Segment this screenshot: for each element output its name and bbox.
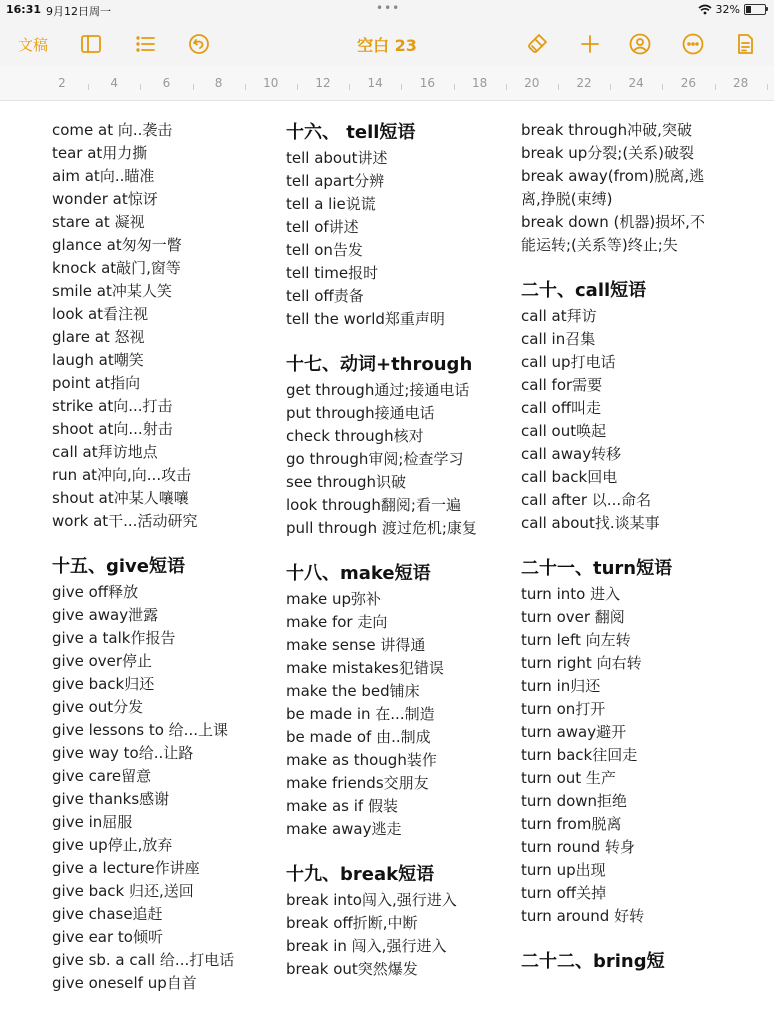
ruler[interactable] [0, 66, 774, 101]
phrase-line: break off折断,中断 [286, 914, 418, 932]
phrase-line: call out唤起 [521, 422, 607, 440]
insert-button[interactable] [578, 32, 602, 56]
ruler-tick [454, 84, 455, 90]
phrase-line: call at拜访地点 [52, 443, 158, 461]
phrase-line: smile at冲某人笑 [52, 282, 172, 300]
phrase-line: tell the world郑重声明 [286, 310, 445, 328]
phrase-line: strike at向...打击 [52, 397, 173, 415]
document-body[interactable] [0, 101, 774, 1024]
list-view-button[interactable] [134, 32, 158, 56]
sidebar-button[interactable] [79, 32, 103, 56]
phrase-line: go through审阅;检查学习 [286, 450, 464, 468]
phrase-line: give in屈服 [52, 813, 133, 831]
format-button[interactable] [525, 32, 549, 56]
ruler-number: 10 [263, 76, 279, 90]
section-heading: 十六、 tell短语 [286, 122, 416, 143]
phrase-line: get through通过;接通电话 [286, 381, 470, 399]
ruler-tick [558, 84, 559, 90]
column-1 [52, 119, 277, 995]
more-icon [681, 32, 705, 56]
document-icon [733, 32, 757, 56]
phrase-line: work at干...活动研究 [52, 512, 198, 530]
document-title-text[interactable]: 空白 23 [357, 35, 417, 55]
section-heading: 二十二、bring短 [521, 951, 665, 972]
phrase-line: check through核对 [286, 427, 424, 445]
phrase-line: give over停止 [52, 652, 153, 670]
ruler-number: 28 [732, 76, 749, 90]
ruler-tick [715, 84, 716, 90]
ruler-tick [506, 84, 507, 90]
phrase-line: call away转移 [521, 445, 622, 463]
phrase-line: turn back往回走 [521, 746, 638, 764]
phrase-line: break in 闯入,强行进入 [286, 937, 447, 955]
phrase-line: tell a lie说谎 [286, 195, 376, 213]
phrase-line: turn over 翻阅 [521, 608, 625, 626]
phrase-line: turn on打开 [521, 700, 606, 718]
documents-back-label: 文稿 [18, 35, 49, 54]
phrase-line: turn left 向左转 [521, 631, 631, 649]
phrase-line: give chase追赶 [52, 905, 163, 923]
phrase-line: give way to给..让路 [52, 744, 194, 762]
multitasking-dots-icon[interactable]: ••• [376, 1, 401, 15]
ruler-number: 16 [419, 76, 436, 90]
documents-back-button[interactable] [18, 32, 48, 56]
phrase-line: 离,挣脱(束缚) [521, 190, 613, 208]
phrase-line: give a talk作报告 [52, 629, 176, 647]
phrase-line: break up分裂;(关系)破裂 [521, 144, 695, 162]
section-heading: 十八、make短语 [286, 563, 431, 584]
phrase-line: wonder at惊讶 [52, 190, 158, 208]
ruler-number: 20 [524, 76, 540, 90]
ruler-tick [767, 84, 768, 90]
phrase-line: turn down拒绝 [521, 792, 628, 810]
phrase-line: tell on告发 [286, 241, 363, 259]
phrase-line: make up弥补 [286, 590, 381, 608]
phrase-line: turn off关掉 [521, 884, 607, 902]
phrase-line: tear at用力撕 [52, 144, 148, 162]
document-options-button[interactable] [733, 32, 757, 56]
collaborate-button[interactable] [628, 32, 652, 56]
phrase-line: make for 走向 [286, 613, 388, 631]
column-3 [521, 119, 761, 976]
ruler-number: 12 [315, 76, 331, 90]
phrase-line: be made of 由..制成 [286, 728, 431, 746]
phrase-line: make sense 讲得通 [286, 636, 426, 654]
status-date: 9月12日周一 [46, 5, 111, 18]
phrase-line: break away(from)脱离,逃 [521, 167, 705, 185]
phrase-line: give oneself up自首 [52, 974, 197, 992]
phrase-line: shout at冲某人嚷嚷 [52, 489, 189, 507]
section-heading: 二十、call短语 [521, 280, 647, 301]
phrase-line: turn away避开 [521, 723, 627, 741]
phrase-line: make as though装作 [286, 751, 437, 769]
phrase-line: give back归还 [52, 675, 155, 693]
phrase-line: call about找.谈某事 [521, 514, 660, 532]
phrase-line: break down (机器)损坏,不 [521, 213, 705, 231]
column-2 [286, 119, 511, 981]
sidebar-icon [79, 32, 103, 56]
ruler-tick [88, 84, 89, 90]
ruler-tick [610, 84, 611, 90]
ruler-number: 18 [471, 76, 488, 90]
more-button[interactable] [681, 32, 705, 56]
phrase-line: shoot at向...射击 [52, 420, 173, 438]
phrase-line: give lessons to 给...上课 [52, 721, 228, 739]
phrase-line: give away泄露 [52, 606, 159, 624]
phrase-line: give sb. a call 给...打电话 [52, 951, 235, 969]
phrase-line: turn from脱离 [521, 815, 622, 833]
ruler-tick [140, 84, 141, 90]
list-icon [134, 32, 158, 56]
phrase-line: give off释放 [52, 583, 139, 601]
phrase-line: turn out 生产 [521, 769, 616, 787]
collaborate-icon [628, 32, 652, 56]
phrase-line: glance at匆匆一瞥 [52, 236, 182, 254]
phrase-line: turn up出现 [521, 861, 606, 879]
phrase-line: 能运转;(关系等)终止;失 [521, 236, 678, 254]
phrase-line: point at指向 [52, 374, 141, 392]
ruler-number: 26 [680, 76, 697, 90]
paintbrush-icon [525, 32, 549, 56]
phrase-line: call for需要 [521, 376, 603, 394]
phrase-line: tell apart分辨 [286, 172, 385, 190]
phrase-line: give ear to倾听 [52, 928, 163, 946]
battery-percent: 32% [715, 3, 740, 16]
phrase-line: call off叫走 [521, 399, 602, 417]
ruler-number: 6 [162, 76, 171, 90]
phrase-line: knock at敲门,窗等 [52, 259, 181, 277]
phrase-line: call after 以...命名 [521, 491, 652, 509]
phrase-line: make as if 假装 [286, 797, 398, 815]
phrase-line: see through识破 [286, 473, 406, 491]
phrase-line: turn round 转身 [521, 838, 635, 856]
document-title [0, 32, 774, 56]
ruler-number: 8 [214, 76, 223, 90]
phrase-line: make friends交朋友 [286, 774, 429, 792]
phrase-line: put through接通电话 [286, 404, 435, 422]
ruler-number: 24 [628, 76, 644, 90]
ruler-number: 14 [367, 76, 383, 90]
ruler-tick [349, 84, 350, 90]
section-heading: 二十一、turn短语 [521, 558, 673, 579]
ruler-number: 2 [58, 76, 66, 90]
phrase-line: turn in归还 [521, 677, 601, 695]
battery-level [746, 6, 751, 13]
phrase-line: tell time报时 [286, 264, 379, 282]
undo-button[interactable] [187, 32, 211, 56]
ruler-tick [193, 84, 194, 90]
phrase-line: run at冲向,向...攻击 [52, 466, 192, 484]
toolbar [0, 22, 774, 66]
phrase-line: look through翻阅;看一遍 [286, 496, 461, 514]
phrase-line: come at 向..袭击 [52, 121, 173, 139]
phrase-line: call in召集 [521, 330, 596, 348]
phrase-line: call up打电话 [521, 353, 616, 371]
status-right [698, 3, 766, 16]
phrase-line: give thanks感谢 [52, 790, 170, 808]
phrase-line: be made in 在...制造 [286, 705, 435, 723]
section-heading: 十九、break短语 [286, 864, 435, 885]
phrase-line: give out分发 [52, 698, 144, 716]
undo-icon [187, 32, 211, 56]
status-time: 16:31 [6, 3, 42, 16]
ruler-tick [401, 84, 402, 90]
phrase-line: tell of讲述 [286, 218, 359, 236]
phrase-line: call back回电 [521, 468, 618, 486]
phrase-line: make mistakes犯错误 [286, 659, 444, 677]
phrase-line: break out突然爆发 [286, 960, 418, 978]
ruler-number: 4 [110, 76, 119, 90]
ruler-tick [297, 84, 298, 90]
plus-icon [578, 32, 602, 56]
wifi-icon [698, 4, 712, 15]
phrase-line: look at看注视 [52, 305, 149, 323]
phrase-line: laugh at嘲笑 [52, 351, 144, 369]
battery-icon [744, 4, 766, 15]
phrase-line: give up停止,放弃 [52, 836, 173, 854]
section-heading: 十五、give短语 [52, 556, 185, 577]
phrase-line: pull through 渡过危机;康复 [286, 519, 477, 537]
phrase-line: turn right 向右转 [521, 654, 642, 672]
phrase-line: aim at向..瞄准 [52, 167, 155, 185]
status-bar [0, 0, 774, 22]
phrase-line: give back 归还,送回 [52, 882, 194, 900]
section-heading: 十七、动词+through [286, 354, 473, 375]
phrase-line: call at拜访 [521, 307, 597, 325]
phrase-line: glare at 怒视 [52, 328, 145, 346]
phrase-line: make away逃走 [286, 820, 402, 838]
phrase-line: turn into 进入 [521, 585, 621, 603]
phrase-line: break through冲破,突破 [521, 121, 692, 139]
phrase-line: make the bed铺床 [286, 682, 420, 700]
phrase-line: stare at 凝视 [52, 213, 145, 231]
phrase-line: turn around 好转 [521, 907, 645, 925]
ruler-tick [245, 84, 246, 90]
phrase-line: tell about讲述 [286, 149, 388, 167]
ruler-number: 22 [576, 76, 592, 90]
phrase-line: give a lecture作讲座 [52, 859, 200, 877]
phrase-line: break into闯入,强行进入 [286, 891, 457, 909]
ruler-tick [662, 84, 663, 90]
phrase-line: tell off责备 [286, 287, 364, 305]
phrase-line: give care留意 [52, 767, 152, 785]
